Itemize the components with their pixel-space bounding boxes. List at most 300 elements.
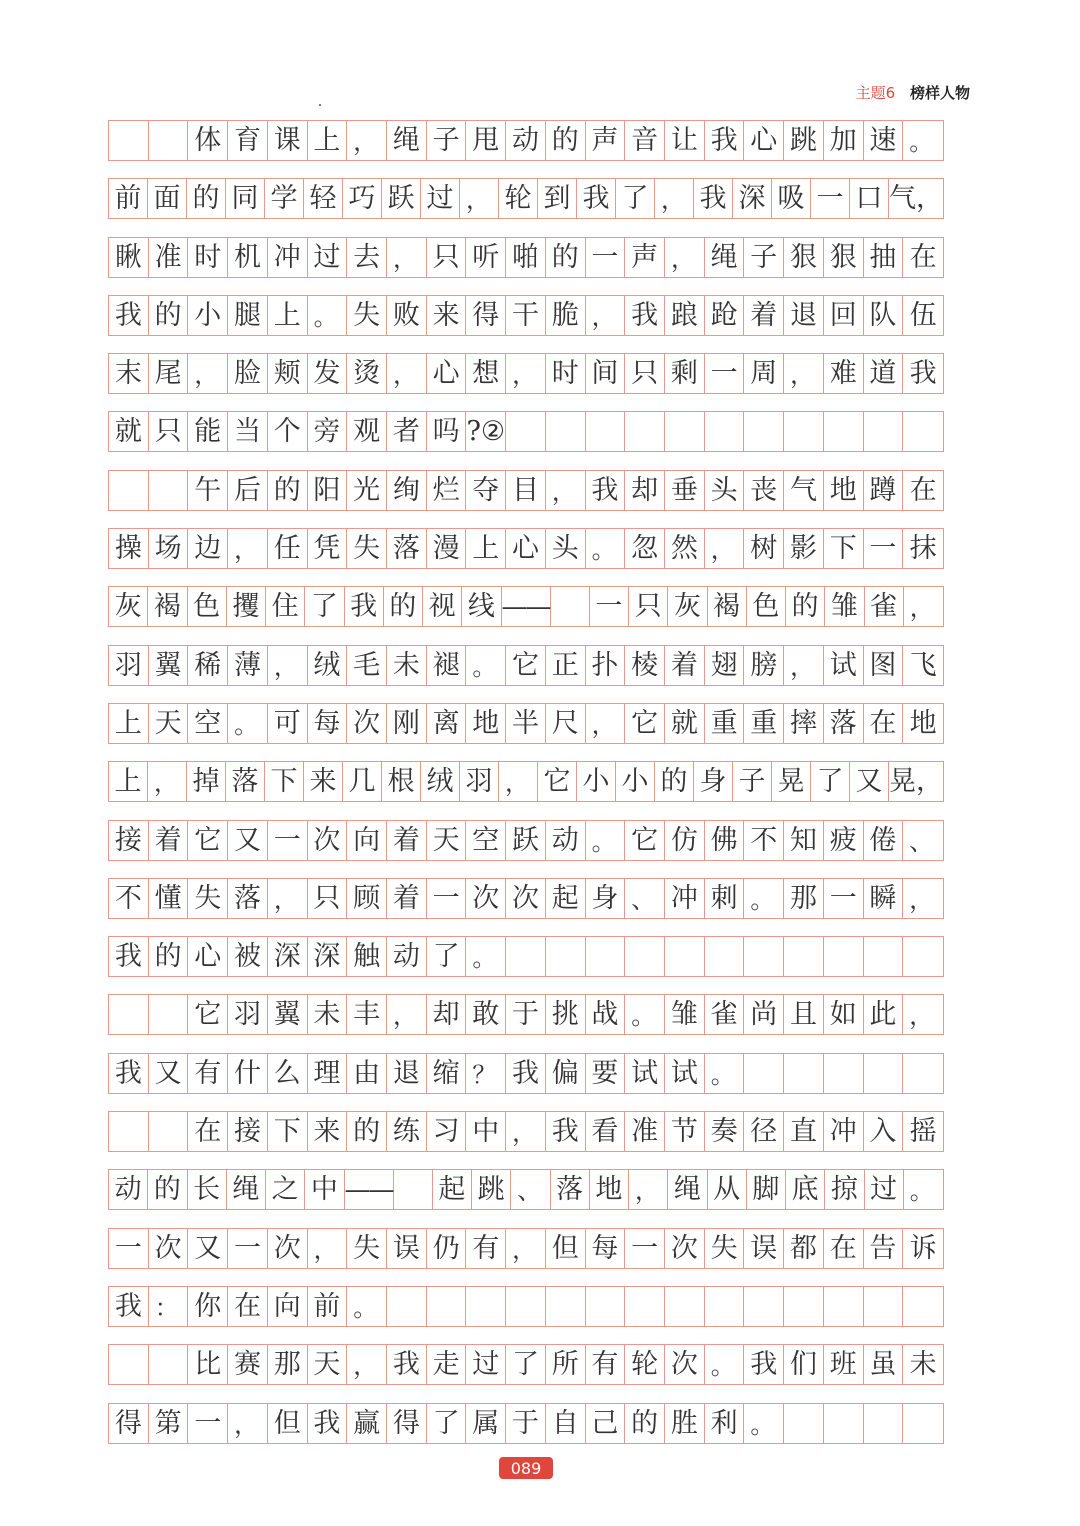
grid-cell: 。 [909,128,934,156]
grid-cell: 瞬 [864,879,904,918]
grid-cell: 场 [149,529,189,568]
grid-cell: 在 [188,1112,228,1151]
grid-cell: 雏 [665,995,705,1034]
grid-cell: 什 [228,1054,268,1093]
grid-cell: 间 [586,354,626,393]
grid-cell [705,1287,745,1326]
grid-row [108,178,944,219]
grid-cell: ， [909,594,934,623]
grid-cell: 根 [382,762,421,801]
grid-cell [903,412,943,451]
grid-cell: 踉 [665,296,705,335]
grid-cell: 的 [149,937,189,976]
grid-cell: 住 [266,587,305,626]
grid-cell: 下 [265,762,304,801]
grid-row [108,1286,944,1327]
grid-cell: ， [546,471,586,510]
grid-cell: 、 [511,1170,550,1209]
grid-cell: 失 [188,879,228,918]
grid-cell: 习 [427,1112,467,1151]
grid-cell: ， [387,354,427,393]
grid-cell: 胜 [665,1404,705,1443]
grid-cell: 尾 [149,354,189,393]
theme-label: 主题6 [855,84,896,102]
grid-cell: 我 [577,179,616,218]
grid-cell: 刚 [387,704,427,743]
grid-cell [427,1287,467,1326]
grid-cell: 边 [188,529,228,568]
grid-cell [864,937,904,976]
grid-cell: ， [586,704,626,743]
grid-cell: 奏 [705,1112,745,1151]
grid-cell [824,937,864,976]
grid-cell: ?② [466,412,506,451]
grid-cell: 冲 [665,879,705,918]
page-number-badge: 089 [499,1457,553,1479]
grid-cell: 子 [733,762,772,801]
grid-cell: 向 [347,821,387,860]
grid-cell [784,937,824,976]
grid-cell: 在 [909,241,937,273]
grid-cell: 翼 [268,995,308,1034]
grid-cell: 绒 [421,762,460,801]
grid-cell [387,1287,427,1326]
grid-cell [546,412,586,451]
grid-cell: 过 [308,238,348,277]
grid-cell: 仿 [665,821,705,860]
grid-cell: 中 [305,1170,344,1209]
grid-cell: 可 [268,704,308,743]
grid-cell: 且 [784,995,824,1034]
grid-cell: 要 [586,1054,626,1093]
grid-cell: 我 [694,179,733,218]
grid-cell: 夺 [466,471,506,510]
grid-cell: 狠 [824,238,864,277]
grid-cell: 所 [546,1345,586,1384]
grid-cell: 径 [744,1112,784,1151]
grid-row [108,470,944,511]
grid-cell: 此 [864,995,904,1034]
grid-cell: 我 [387,1345,427,1384]
grid-row [108,1169,944,1210]
grid-cell: 底 [786,1170,825,1209]
grid-cell: 误 [744,1229,784,1268]
grid-cell: 者 [387,412,427,451]
grid-cell [506,1287,546,1326]
grid-cell: 一 [427,879,467,918]
grid-cell: 狠 [784,238,824,277]
grid-cell: 上 [109,762,148,801]
grid-row [108,645,944,686]
grid-cell: 触 [347,937,387,976]
grid-cell: 瞅 [109,238,149,277]
grid-cell: ， [188,354,228,393]
grid-cell: 未 [387,646,427,685]
grid-cell: 于 [506,1404,546,1443]
grid-cell: 任 [268,529,308,568]
grid-cell: 午 [188,471,228,510]
grid-cell: 比 [188,1345,228,1384]
grid-cell: 次 [506,879,546,918]
grid-cell: 我 [744,1345,784,1384]
grid-cell: 灰 [668,587,707,626]
grid-cell: 想 [466,354,506,393]
grid-cell: 赢 [347,1404,387,1443]
grid-cell: 次 [149,1229,189,1268]
grid-cell: 练 [387,1112,427,1151]
grid-cell: 前 [109,179,148,218]
grid-cell: 有 [466,1229,506,1268]
grid-cell: 然 [665,529,705,568]
grid-cell [625,1287,665,1326]
grid-cell: 。 [586,529,626,568]
grid-cell: 回 [824,296,864,335]
grid-cell: 走 [427,1345,467,1384]
grid-cell: 脸 [228,354,268,393]
grid-cell: ， [586,296,626,335]
grid-cell [109,471,149,510]
grid-cell: 试 [665,1054,705,1093]
grid-cell: 几 [343,762,382,801]
grid-cell: 了 [427,1404,467,1443]
grid-cell: 跳 [472,1170,511,1209]
grid-cell: ， [909,1002,934,1031]
grid-cell: 气， [889,183,943,215]
grid-cell: 尚 [744,995,784,1034]
grid-cell: 动 [506,121,546,160]
grid-cell: 落 [228,879,268,918]
grid-cell: 去 [347,238,387,277]
grid-cell [546,1287,586,1326]
grid-cell: 观 [347,412,387,451]
grid-cell [149,995,189,1034]
grid-cell: 同 [226,179,265,218]
grid-cell: 翅 [705,646,745,685]
grid-cell: 那 [268,1345,308,1384]
grid-cell: 接 [109,821,149,860]
grid-cell: 赛 [228,1345,268,1384]
grid-cell: 跃 [506,821,546,860]
grid-cell: 失 [347,296,387,335]
grid-cell: ， [705,529,745,568]
grid-cell: 在 [824,1229,864,1268]
grid-cell: 地 [590,1170,629,1209]
grid-cell: 心 [744,121,784,160]
grid-cell [864,412,904,451]
grid-cell: 起 [546,879,586,918]
grid-cell: 它 [625,821,665,860]
grid-cell: 、 [625,879,665,918]
grid-cell: 又 [149,1054,189,1093]
grid-cell: ， [629,1170,668,1209]
grid-cell: 利 [705,1404,745,1443]
grid-row [108,761,944,802]
grid-cell: 。 [308,296,348,335]
grid-cell: 的 [149,296,189,335]
grid-cell: 子 [744,238,784,277]
grid-cell [903,1404,943,1443]
grid-cell [665,412,705,451]
grid-cell: ， [665,238,705,277]
grid-cell: 一 [228,1229,268,1268]
grid-cell: 小 [616,762,655,801]
grid-cell: 甩 [466,121,506,160]
grid-cell: 在 [864,704,904,743]
grid-cell: 诉 [909,1232,937,1264]
grid-cell: 我 [109,296,149,335]
grid-cell [625,412,665,451]
grid-cell: 着 [665,646,705,685]
grid-cell: 一 [705,354,745,393]
grid-cell: 冲 [824,1112,864,1151]
grid-cell: ， [308,1229,348,1268]
grid-cell: 它 [538,762,577,801]
grid-cell: ， [909,885,934,914]
grid-cell: 绳 [387,121,427,160]
grid-cell [744,1287,784,1326]
grid-cell: 让 [665,121,705,160]
grid-cell [665,937,705,976]
grid-cell: 倦 [864,821,904,860]
grid-cell: 难 [824,354,864,393]
grid-cell: 操 [109,529,149,568]
grid-cell: 羽 [109,646,149,685]
grid-cell: 摇 [909,1116,937,1148]
grid-cell: 了 [616,179,655,218]
grid-cell: 退 [784,296,824,335]
grid-cell [784,1287,824,1326]
grid-cell: 了 [305,587,344,626]
grid-cell: 次 [466,879,506,918]
grid-row [108,820,944,861]
grid-cell: 跃 [382,179,421,218]
grid-cell: ， [387,995,427,1034]
grid-cell: 次 [268,1229,308,1268]
grid-cell: 但 [268,1404,308,1443]
grid-cell: 心 [188,937,228,976]
grid-cell: 吗 [427,412,467,451]
grid-cell: 雏 [825,587,864,626]
grid-cell: 羽 [460,762,499,801]
grid-cell: 剩 [665,354,705,393]
grid-cell: 树 [744,529,784,568]
grid-cell: 误 [387,1229,427,1268]
grid-cell: 的 [625,1404,665,1443]
grid-cell: 薄 [228,646,268,685]
grid-cell [546,937,586,976]
grid-cell: 地 [466,704,506,743]
grid-cell: 疲 [824,821,864,860]
grid-cell: 跳 [784,121,824,160]
grid-cell [506,937,546,976]
grid-cell: 时 [546,354,586,393]
grid-cell: 羽 [228,995,268,1034]
grid-cell: 身 [694,762,733,801]
grid-cell: 重 [705,704,745,743]
grid-cell: 动 [109,1170,148,1209]
grid-cell: 于 [506,995,546,1034]
grid-cell: 道 [864,354,904,393]
grid-cell: 我 [586,471,626,510]
grid-cell: 它 [506,646,546,685]
grid-cell: 次 [308,821,348,860]
grid-cell: 来 [308,1112,348,1151]
grid-cell [506,412,546,451]
grid-cell: 又 [188,1229,228,1268]
grid-cell: 一 [188,1404,228,1443]
grid-cell: 直 [784,1112,824,1151]
chapter-title: 榜样人物 [909,84,970,102]
grid-cell: 体 [188,121,228,160]
grid-cell: 离 [427,704,467,743]
grid-cell: 气 [784,471,824,510]
grid-cell: 不 [744,821,784,860]
grid-cell: 缩 [427,1054,467,1093]
grid-cell: 头 [546,529,586,568]
grid-cell: 我 [625,296,665,335]
grid-cell: 课 [268,121,308,160]
grid-cell: 音 [625,121,665,160]
grid-cell: 机 [228,238,268,277]
grid-cell: 小 [188,296,228,335]
grid-cell: 当 [228,412,268,451]
grid-cell: 我 [546,1112,586,1151]
grid-cell: 理 [308,1054,348,1093]
grid-cell: 只 [308,879,348,918]
grid-cell: 战 [586,995,626,1034]
grid-row [108,936,944,977]
grid-cell: 它 [625,704,665,743]
grid-cell: 次 [665,1229,705,1268]
grid-cell: 上 [466,529,506,568]
grid-cell: 着 [149,821,189,860]
grid-cell: 飞 [909,649,937,681]
grid-cell: 空 [466,821,506,860]
grid-cell: 的 [546,121,586,160]
grid-cell: 属 [466,1404,506,1443]
grid-cell: 个 [268,412,308,451]
grid-cell [903,937,943,976]
grid-cell: 深 [308,937,348,976]
grid-cell: 到 [538,179,577,218]
grid-cell: 脚 [747,1170,786,1209]
grid-cell: 却 [427,995,467,1034]
grid-cell: 稀 [188,646,228,685]
grid-cell: 看 [586,1112,626,1151]
grid-cell: 每 [586,1229,626,1268]
grid-cell [149,1112,189,1151]
grid-cell: 就 [665,704,705,743]
grid-cell: 的 [187,179,226,218]
grid-cell: 光 [347,471,387,510]
grid-cell: 灰 [109,587,148,626]
grid-cell: 只 [149,412,189,451]
grid-cell: 只 [625,354,665,393]
grid-row [108,237,944,278]
grid-cell: 不 [109,879,149,918]
grid-cell: 就 [109,412,149,451]
grid-cell: 由 [347,1054,387,1093]
grid-row [108,878,944,919]
grid-cell: 每 [308,704,348,743]
grid-cell: 。 [705,1345,745,1384]
grid-cell: 蹲 [864,471,904,510]
grid-cell: 却 [625,471,665,510]
grid-cell: 挑 [546,995,586,1034]
grid-cell: 未 [909,1349,937,1381]
grid-cell: 得 [466,296,506,335]
grid-cell: 它 [188,821,228,860]
grid-cell: 它 [188,995,228,1034]
grid-cell: 我 [109,937,149,976]
grid-cell: 过 [466,1345,506,1384]
grid-cell: 小 [577,762,616,801]
grid-cell [149,471,189,510]
grid-cell: ， [347,1345,387,1384]
grid-cell: 绳 [705,238,745,277]
grid-cell: 下 [268,1112,308,1151]
grid-cell: 在 [228,1287,268,1326]
grid-cell: 、 [909,827,934,856]
grid-cell: 落 [226,762,265,801]
grid-cell: 掉 [187,762,226,801]
grid-cell: 次 [347,704,387,743]
grid-cell: 膀 [744,646,784,685]
grid-cell: 有 [188,1054,228,1093]
grid-cell: 目 [506,471,546,510]
grid-cell [864,1054,904,1093]
grid-cell: 轮 [499,179,538,218]
grid-cell: 加 [824,121,864,160]
grid-cell: 一 [625,1229,665,1268]
grid-cell: 一 [268,821,308,860]
grid-cell [466,1287,506,1326]
grid-cell: 准 [149,238,189,277]
grid-cell: 口 [850,179,889,218]
grid-cell: 懂 [149,879,189,918]
grid-cell: 学 [265,179,304,218]
grid-cell: 绳 [227,1170,266,1209]
grid-cell: ？ [466,1054,506,1093]
grid-cell: 褪 [427,646,467,685]
grid-cell: 失 [347,529,387,568]
grid-cell: 队 [864,296,904,335]
grid-row [108,411,944,452]
grid-cell: 天 [149,704,189,743]
grid-cell [149,1345,189,1384]
grid-cell: 。 [586,821,626,860]
grid-cell: 重 [744,704,784,743]
grid-cell: 败 [387,296,427,335]
grid-cell: 上 [268,296,308,335]
grid-cell: 得 [387,1404,427,1443]
grid-cell: 之 [266,1170,305,1209]
grid-cell: ， [784,646,824,685]
grid-cell: 影 [784,529,824,568]
grid-cell: 告 [864,1229,904,1268]
grid-cell: 。 [228,704,268,743]
grid-cell: 只 [427,238,467,277]
grid-cell: 。 [466,646,506,685]
grid-cell: 图 [864,646,904,685]
grid-cell: 我 [506,1054,546,1093]
grid-cell: 来 [427,296,467,335]
decorative-dot [319,104,321,106]
grid-cell: 了 [506,1345,546,1384]
grid-cell: ， [506,354,546,393]
grid-cell: 一 [586,238,626,277]
grid-cell [394,1170,433,1209]
